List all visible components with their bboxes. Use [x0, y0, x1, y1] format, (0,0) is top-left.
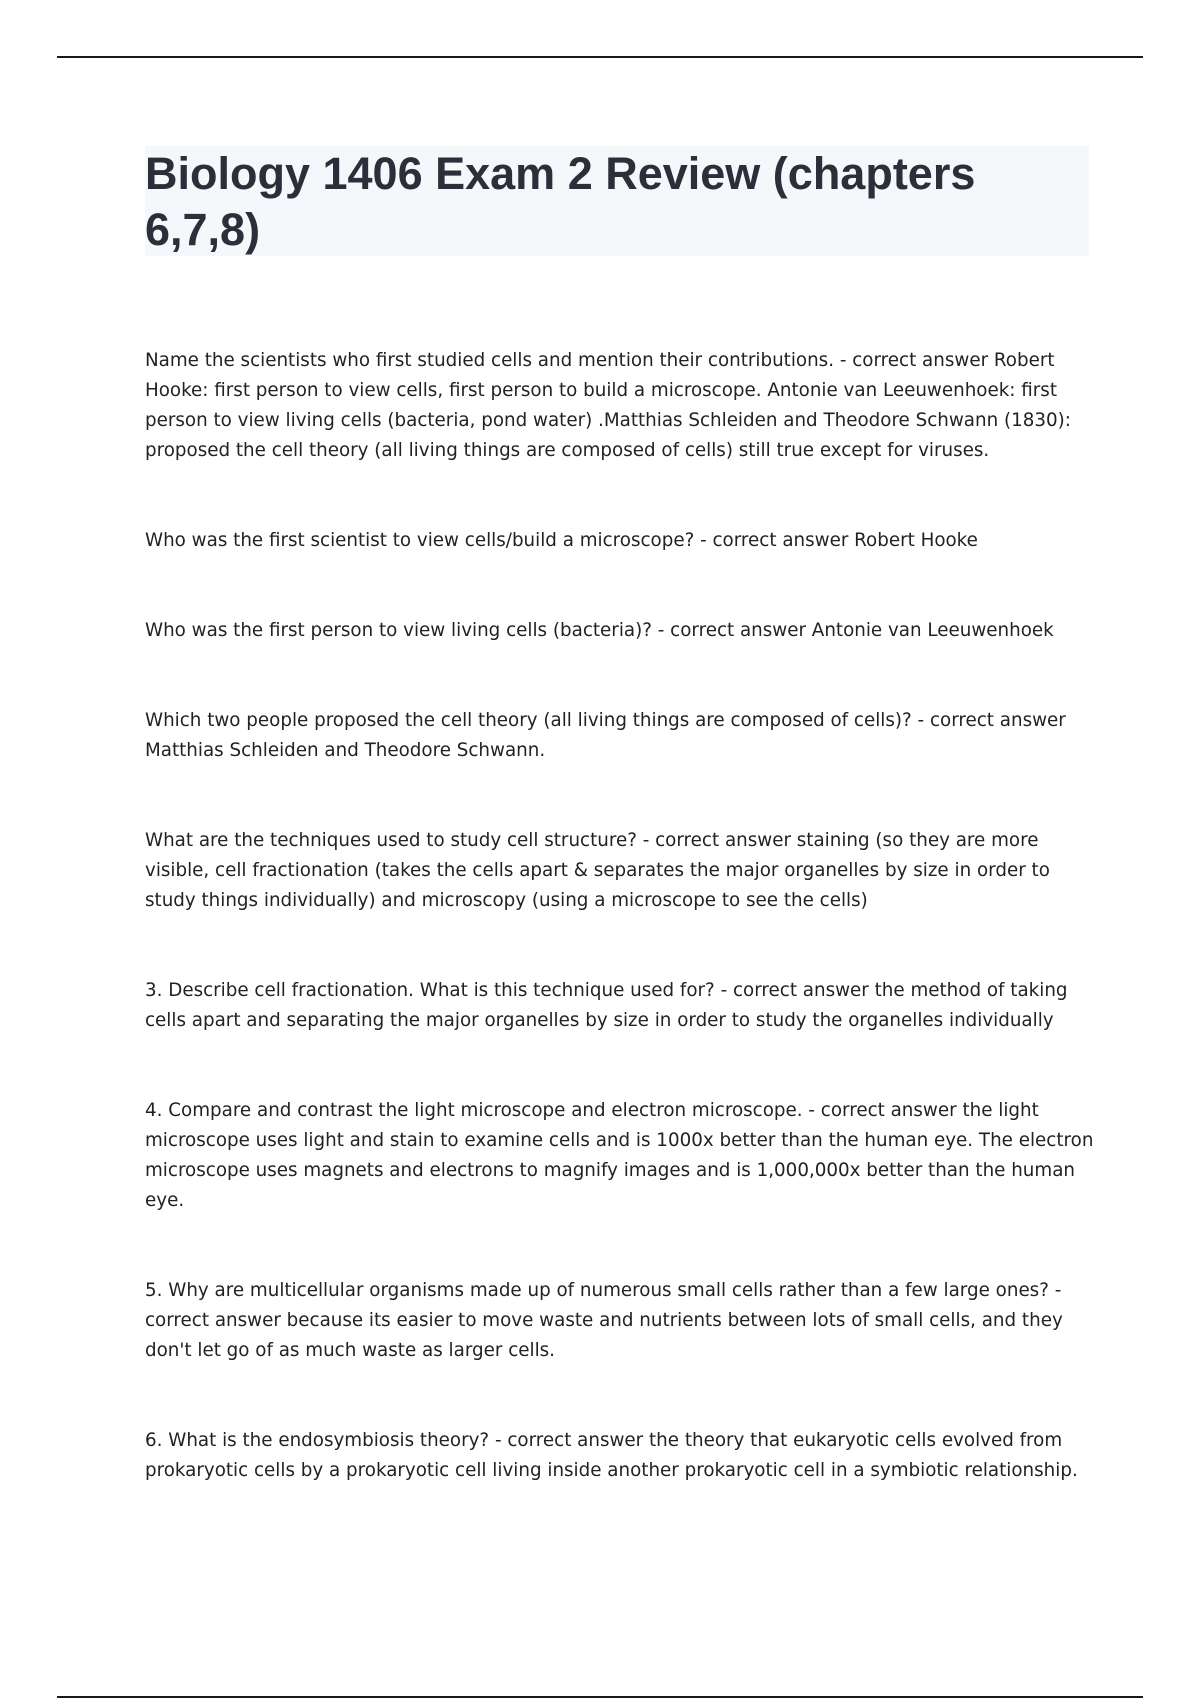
qa-item: Who was the first scientist to view cells/build a microscope? - correct answer Robert Hooke	[145, 530, 978, 551]
bottom-rule	[57, 1696, 1143, 1698]
qa-item: Name the scientists who first studied cells and mention their contributions. - correct answer Robert Hooke: first person to view cells, first person to build a microscope. Antonie van Leeuwenhoek: first person to view living cells (bacteria, pond water) .Matthias Schleiden and Theodore Schwann (1830): proposed the cell theory (all living things are composed of cells) still true except for viruses.	[145, 350, 1071, 461]
title-banner	[145, 146, 1089, 256]
qa-item: What are the techniques used to study cell structure? - correct answer staining (so they are more visible, cell fractionation (takes the cells apart & separates the major organelles by size in order to study things individually) and microscopy (using a microscope to see the cells)	[145, 830, 1050, 911]
qa-item: 3. Describe cell fractionation. What is this technique used for? - correct answer the method of taking cells apart and separating the major organelles by size in order to study the organelles individually	[145, 980, 1068, 1031]
top-rule	[57, 56, 1143, 58]
qa-item: 6. What is the endosymbiosis theory? - correct answer the theory that eukaryotic cells evolved from prokaryotic cells by a prokaryotic cell living inside another prokaryotic cell in a symbiotic relationship.	[145, 1430, 1078, 1481]
page-title: Biology 1406 Exam 2 Review (chapters 6,7,8)	[145, 148, 976, 255]
qa-item: 5. Why are multicellular organisms made up of numerous small cells rather than a few large ones? - correct answer because its easier to move waste and nutrients between lots of small cells, and they don't let go of as much waste as larger cells.	[145, 1280, 1063, 1361]
qa-list	[145, 346, 1095, 1486]
qa-item: 4. Compare and contrast the light microscope and electron microscope. - correct answer the light microscope uses light and stain to examine cells and is 1000x better than the human eye. The electron microscope uses magnets and electrons to magnify images and is 1,000,000x better than the human eye.	[145, 1100, 1094, 1211]
qa-item: Which two people proposed the cell theory (all living things are composed of cells)? - correct answer Matthias Schleiden and Theodore Schwann.	[145, 710, 1066, 761]
qa-item: Who was the first person to view living cells (bacteria)? - correct answer Antonie van Leeuwenhoek	[145, 620, 1054, 641]
